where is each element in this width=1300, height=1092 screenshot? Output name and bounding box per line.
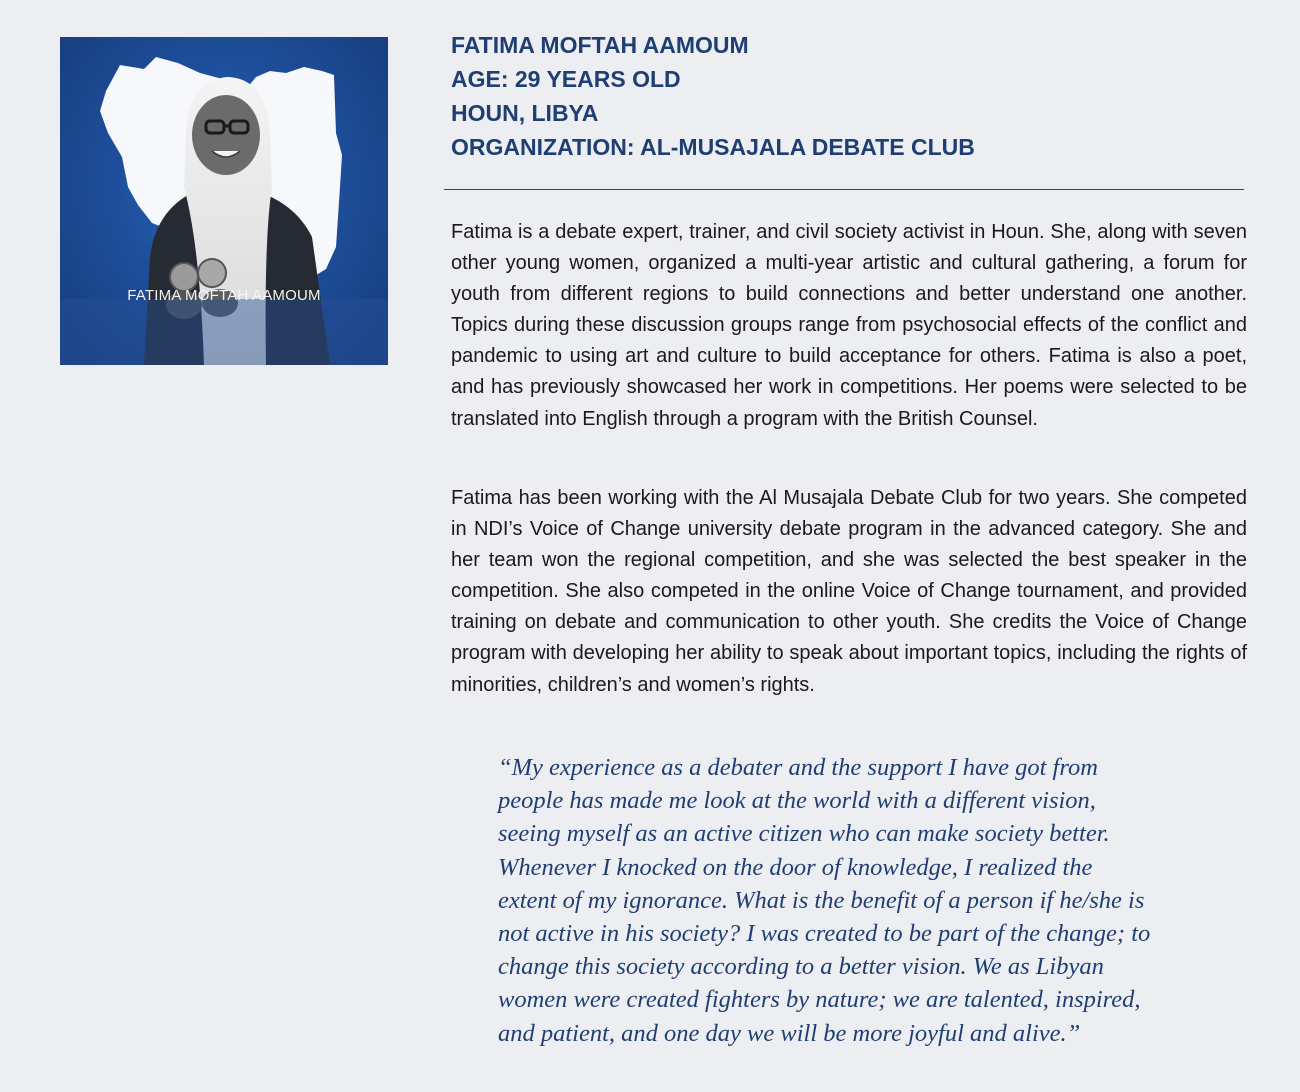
profile-location: HOUN, LIBYA <box>451 100 599 126</box>
quote-line: women were created fighters by nature; we are talented, inspired, <box>498 986 1141 1014</box>
profile-header <box>451 28 1251 164</box>
quote-line: people has made me look at the world with a different vision, <box>498 787 1096 815</box>
medal-right <box>198 259 226 287</box>
profile-name: FATIMA MOFTAH AAMOUM <box>451 32 749 58</box>
profile-organization: ORGANIZATION: AL-MUSAJALA DEBATE CLUB <box>451 134 975 160</box>
quote-line: “My experience as a debater and the support I have got from <box>498 754 1098 781</box>
profile-age: AGE: 29 YEARS OLD <box>451 66 681 92</box>
pull-quote <box>498 751 1258 1050</box>
quote-line: and patient, and one day we will be more joyful and alive.” <box>498 1019 1081 1047</box>
profile-photo-card <box>60 37 388 365</box>
bio-paragraph-2: Fatima has been working with the Al Musajala Debate Club for two years. She competed in NDI’s Voice of Change university debate program in the advanced category. She and her team won the regional competition, and she was selected the best speaker in the competition. She also competed in the online Voice of Change tournament, and provided training on debate and communication to other youth. She credits the Voice of Change program with developing her ability to speak about important topics, including the rights of minorities, children’s and women’s rights. <box>451 487 1247 696</box>
quote-line: Whenever I knocked on the door of knowledge, I realized the <box>498 853 1093 881</box>
photo-caption: FATIMA MOFTAH AAMOUM <box>127 287 321 304</box>
caption-band <box>60 299 388 365</box>
quote-line: extent of my ignorance. What is the benefit of a person if he/she is <box>498 886 1145 914</box>
bio-paragraph-1: Fatima is a debate expert, trainer, and civil society activist in Houn. She, along with seven other young women, organized a multi-year artistic and cultural gathering, a forum for youth from different regions to build connections and better understand one another. Topics during these discussion groups range from psychosocial effects of the conflict and pandemic to using art and culture to build acceptance for others. Fatima is also a poet, and has previously showcased her work in competitions. Her poems were selected to be translated into English through a program with the British Counsel. <box>451 221 1247 430</box>
quote-line: change this society according to a better vision. We as Libyan <box>498 953 1104 981</box>
quote-line: not active in his society? I was created to be part of the change; to <box>498 920 1151 948</box>
quote-line: seeing myself as an active citizen who can make society better. <box>498 820 1110 848</box>
face <box>192 95 260 175</box>
section-divider <box>444 189 1244 190</box>
